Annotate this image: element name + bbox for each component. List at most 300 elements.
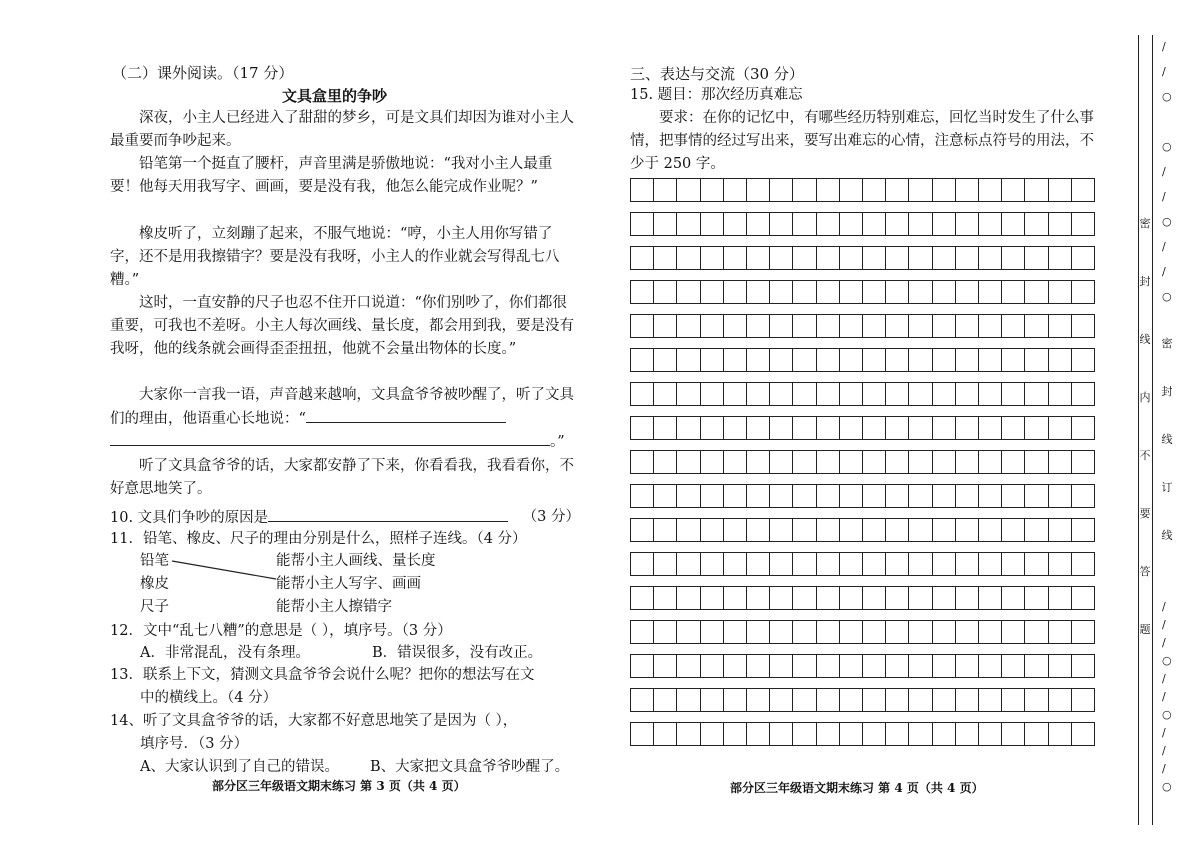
grid-cell[interactable] [979,519,1002,541]
grid-cell[interactable] [933,315,956,337]
grid-cell[interactable] [1025,587,1048,609]
grid-cell[interactable] [724,349,747,371]
grid-cell[interactable] [933,281,956,303]
grid-cell[interactable] [1025,519,1048,541]
grid-cell[interactable] [909,655,932,677]
grid-cell[interactable] [654,553,677,575]
grid-cell[interactable] [886,247,909,269]
grid-cell[interactable] [933,485,956,507]
grid-cell[interactable] [1072,417,1094,439]
grid-cell[interactable] [747,587,770,609]
grid-cell[interactable] [909,417,932,439]
grid-cell[interactable] [909,213,932,235]
grid-cell[interactable] [886,281,909,303]
grid-cell[interactable] [933,519,956,541]
grid-cell[interactable] [747,281,770,303]
grid-cell[interactable] [817,689,840,711]
answer-blank-q13b[interactable] [110,430,550,446]
grid-cell[interactable] [677,655,700,677]
grid-cell[interactable] [886,315,909,337]
grid-cell[interactable] [677,519,700,541]
grid-cell[interactable] [1072,689,1094,711]
grid-cell[interactable] [793,451,816,473]
grid-cell[interactable] [1049,179,1072,201]
grid-cell[interactable] [956,655,979,677]
grid-cell[interactable] [1072,281,1094,303]
grid-cell[interactable] [840,281,863,303]
grid-cell[interactable] [1072,519,1094,541]
grid-cell[interactable] [956,179,979,201]
grid-cell[interactable] [1002,621,1025,643]
grid-cell[interactable] [1002,485,1025,507]
grid-cell[interactable] [654,451,677,473]
grid-cell[interactable] [817,213,840,235]
grid-cell[interactable] [1049,383,1072,405]
grid-cell[interactable] [1025,179,1048,201]
grid-cell[interactable] [677,723,700,745]
grid-cell[interactable] [724,655,747,677]
grid-cell[interactable] [724,383,747,405]
grid-cell[interactable] [677,315,700,337]
grid-cell[interactable] [747,213,770,235]
grid-cell[interactable] [979,281,1002,303]
grid-cell[interactable] [631,383,654,405]
grid-cell[interactable] [979,349,1002,371]
grid-cell[interactable] [701,689,724,711]
grid-cell[interactable] [979,723,1002,745]
grid-cell[interactable] [840,451,863,473]
grid-cell[interactable] [863,281,886,303]
grid-cell[interactable] [817,281,840,303]
composition-grid[interactable] [630,178,1095,756]
grid-cell[interactable] [956,587,979,609]
grid-cell[interactable] [677,451,700,473]
grid-cell[interactable] [909,689,932,711]
grid-cell[interactable] [909,553,932,575]
grid-cell[interactable] [747,723,770,745]
grid-cell[interactable] [956,723,979,745]
grid-cell[interactable] [724,689,747,711]
grid-cell[interactable] [654,349,677,371]
grid-cell[interactable] [770,553,793,575]
grid-cell[interactable] [979,451,1002,473]
grid-cell[interactable] [631,689,654,711]
grid-cell[interactable] [770,213,793,235]
grid-cell[interactable] [793,689,816,711]
grid-cell[interactable] [979,383,1002,405]
grid-cell[interactable] [1025,451,1048,473]
grid-cell[interactable] [654,281,677,303]
grid-cell[interactable] [863,485,886,507]
grid-cell[interactable] [747,383,770,405]
grid-cell[interactable] [1072,213,1094,235]
grid-cell[interactable] [886,519,909,541]
grid-cell[interactable] [677,179,700,201]
grid-cell[interactable] [793,281,816,303]
grid-cell[interactable] [1025,655,1048,677]
grid-cell[interactable] [817,621,840,643]
grid-cell[interactable] [1049,213,1072,235]
grid-cell[interactable] [724,485,747,507]
grid-cell[interactable] [1049,315,1072,337]
grid-cell[interactable] [840,519,863,541]
grid-cell[interactable] [933,587,956,609]
grid-cell[interactable] [979,553,1002,575]
grid-cell[interactable] [933,621,956,643]
grid-cell[interactable] [886,655,909,677]
grid-cell[interactable] [677,553,700,575]
grid-cell[interactable] [1049,655,1072,677]
grid-cell[interactable] [1025,553,1048,575]
grid-cell[interactable] [724,315,747,337]
grid-cell[interactable] [770,621,793,643]
grid-cell[interactable] [840,349,863,371]
grid-cell[interactable] [1025,383,1048,405]
grid-cell[interactable] [863,451,886,473]
grid-cell[interactable] [654,247,677,269]
grid-cell[interactable] [793,655,816,677]
grid-cell[interactable] [979,587,1002,609]
grid-cell[interactable] [817,349,840,371]
grid-cell[interactable] [677,349,700,371]
grid-cell[interactable] [701,723,724,745]
grid-cell[interactable] [770,587,793,609]
grid-cell[interactable] [863,655,886,677]
grid-cell[interactable] [724,451,747,473]
grid-cell[interactable] [631,587,654,609]
grid-cell[interactable] [770,689,793,711]
grid-cell[interactable] [654,689,677,711]
grid-cell[interactable] [747,655,770,677]
grid-cell[interactable] [933,655,956,677]
grid-cell[interactable] [793,621,816,643]
grid-cell[interactable] [863,587,886,609]
grid-cell[interactable] [654,723,677,745]
grid-cell[interactable] [701,349,724,371]
grid-cell[interactable] [886,383,909,405]
grid-cell[interactable] [979,655,1002,677]
grid-cell[interactable] [1025,247,1048,269]
grid-cell[interactable] [654,213,677,235]
grid-cell[interactable] [747,689,770,711]
grid-cell[interactable] [1072,587,1094,609]
grid-cell[interactable] [817,519,840,541]
grid-cell[interactable] [631,417,654,439]
grid-cell[interactable] [863,689,886,711]
grid-cell[interactable] [863,553,886,575]
grid-cell[interactable] [933,179,956,201]
grid-cell[interactable] [770,451,793,473]
grid-cell[interactable] [886,553,909,575]
grid-cell[interactable] [677,383,700,405]
grid-cell[interactable] [724,723,747,745]
grid-cell[interactable] [817,587,840,609]
grid-cell[interactable] [793,179,816,201]
grid-cell[interactable] [631,451,654,473]
grid-cell[interactable] [631,655,654,677]
grid-cell[interactable] [631,179,654,201]
grid-cell[interactable] [956,485,979,507]
grid-cell[interactable] [909,485,932,507]
grid-cell[interactable] [886,451,909,473]
grid-cell[interactable] [817,417,840,439]
grid-cell[interactable] [747,179,770,201]
grid-cell[interactable] [631,349,654,371]
grid-cell[interactable] [724,281,747,303]
grid-cell[interactable] [1025,723,1048,745]
grid-cell[interactable] [701,213,724,235]
grid-cell[interactable] [793,383,816,405]
grid-cell[interactable] [886,213,909,235]
grid-cell[interactable] [747,451,770,473]
grid-cell[interactable] [840,383,863,405]
grid-cell[interactable] [1002,655,1025,677]
grid-cell[interactable] [979,485,1002,507]
grid-cell[interactable] [886,723,909,745]
grid-cell[interactable] [1072,723,1094,745]
answer-blank-q13a[interactable] [306,407,506,423]
grid-cell[interactable] [933,383,956,405]
answer-blank-q10[interactable] [268,506,508,522]
grid-cell[interactable] [793,213,816,235]
grid-cell[interactable] [747,315,770,337]
grid-cell[interactable] [1002,417,1025,439]
grid-cell[interactable] [817,655,840,677]
grid-cell[interactable] [979,417,1002,439]
grid-cell[interactable] [724,621,747,643]
grid-cell[interactable] [863,383,886,405]
grid-cell[interactable] [933,723,956,745]
grid-cell[interactable] [863,179,886,201]
grid-cell[interactable] [1025,485,1048,507]
grid-cell[interactable] [654,621,677,643]
grid-cell[interactable] [933,247,956,269]
grid-cell[interactable] [1072,485,1094,507]
grid-cell[interactable] [1002,383,1025,405]
grid-cell[interactable] [933,451,956,473]
grid-cell[interactable] [956,519,979,541]
grid-cell[interactable] [840,689,863,711]
grid-cell[interactable] [654,485,677,507]
grid-cell[interactable] [724,553,747,575]
grid-cell[interactable] [817,179,840,201]
grid-cell[interactable] [956,621,979,643]
grid-cell[interactable] [933,417,956,439]
grid-cell[interactable] [840,213,863,235]
grid-cell[interactable] [1072,247,1094,269]
grid-cell[interactable] [793,723,816,745]
grid-cell[interactable] [701,519,724,541]
grid-cell[interactable] [747,519,770,541]
grid-cell[interactable] [817,553,840,575]
grid-cell[interactable] [817,247,840,269]
grid-cell[interactable] [979,213,1002,235]
grid-cell[interactable] [1072,315,1094,337]
grid-cell[interactable] [631,485,654,507]
grid-cell[interactable] [1072,655,1094,677]
grid-cell[interactable] [631,519,654,541]
grid-cell[interactable] [631,281,654,303]
grid-cell[interactable] [654,383,677,405]
grid-cell[interactable] [701,485,724,507]
grid-cell[interactable] [747,247,770,269]
grid-cell[interactable] [863,519,886,541]
grid-cell[interactable] [1002,349,1025,371]
grid-cell[interactable] [863,315,886,337]
grid-cell[interactable] [1002,689,1025,711]
grid-cell[interactable] [793,417,816,439]
grid-cell[interactable] [840,179,863,201]
grid-cell[interactable] [747,553,770,575]
grid-cell[interactable] [909,587,932,609]
grid-cell[interactable] [1049,689,1072,711]
grid-cell[interactable] [956,451,979,473]
grid-cell[interactable] [817,451,840,473]
grid-cell[interactable] [1025,621,1048,643]
grid-cell[interactable] [701,281,724,303]
grid-cell[interactable] [793,315,816,337]
grid-cell[interactable] [817,723,840,745]
grid-cell[interactable] [770,417,793,439]
grid-cell[interactable] [677,247,700,269]
grid-cell[interactable] [677,621,700,643]
grid-cell[interactable] [863,723,886,745]
grid-cell[interactable] [1049,553,1072,575]
grid-cell[interactable] [770,485,793,507]
grid-cell[interactable] [747,621,770,643]
grid-cell[interactable] [886,417,909,439]
grid-cell[interactable] [979,179,1002,201]
grid-cell[interactable] [747,417,770,439]
grid-cell[interactable] [886,621,909,643]
grid-cell[interactable] [886,179,909,201]
grid-cell[interactable] [770,655,793,677]
grid-cell[interactable] [840,723,863,745]
grid-cell[interactable] [956,689,979,711]
grid-cell[interactable] [909,179,932,201]
grid-cell[interactable] [1072,349,1094,371]
grid-cell[interactable] [654,519,677,541]
grid-cell[interactable] [724,519,747,541]
grid-cell[interactable] [701,621,724,643]
grid-cell[interactable] [724,213,747,235]
grid-cell[interactable] [840,553,863,575]
grid-cell[interactable] [1025,689,1048,711]
grid-cell[interactable] [631,315,654,337]
grid-cell[interactable] [933,553,956,575]
grid-cell[interactable] [1049,621,1072,643]
grid-cell[interactable] [979,315,1002,337]
grid-cell[interactable] [770,349,793,371]
grid-cell[interactable] [933,213,956,235]
grid-cell[interactable] [1025,315,1048,337]
grid-cell[interactable] [956,553,979,575]
grid-cell[interactable] [1002,519,1025,541]
grid-cell[interactable] [701,553,724,575]
grid-cell[interactable] [840,655,863,677]
grid-cell[interactable] [933,349,956,371]
grid-cell[interactable] [956,247,979,269]
grid-cell[interactable] [863,417,886,439]
grid-cell[interactable] [1002,315,1025,337]
grid-cell[interactable] [793,247,816,269]
grid-cell[interactable] [631,213,654,235]
grid-cell[interactable] [654,179,677,201]
grid-cell[interactable] [770,519,793,541]
grid-cell[interactable] [793,587,816,609]
grid-cell[interactable] [677,485,700,507]
grid-cell[interactable] [1072,179,1094,201]
grid-cell[interactable] [770,315,793,337]
grid-cell[interactable] [863,247,886,269]
grid-cell[interactable] [909,383,932,405]
grid-cell[interactable] [701,587,724,609]
grid-cell[interactable] [909,247,932,269]
grid-cell[interactable] [770,723,793,745]
grid-cell[interactable] [817,485,840,507]
grid-cell[interactable] [1072,451,1094,473]
grid-cell[interactable] [817,383,840,405]
grid-cell[interactable] [1072,621,1094,643]
grid-cell[interactable] [654,417,677,439]
grid-cell[interactable] [793,553,816,575]
grid-cell[interactable] [840,417,863,439]
grid-cell[interactable] [956,213,979,235]
grid-cell[interactable] [631,247,654,269]
grid-cell[interactable] [701,655,724,677]
grid-cell[interactable] [701,315,724,337]
grid-cell[interactable] [1049,247,1072,269]
grid-cell[interactable] [909,349,932,371]
grid-cell[interactable] [1049,451,1072,473]
grid-cell[interactable] [909,519,932,541]
grid-cell[interactable] [724,247,747,269]
grid-cell[interactable] [654,587,677,609]
grid-cell[interactable] [1049,519,1072,541]
grid-cell[interactable] [909,281,932,303]
grid-cell[interactable] [770,179,793,201]
grid-cell[interactable] [770,383,793,405]
grid-cell[interactable] [701,179,724,201]
grid-cell[interactable] [956,315,979,337]
grid-cell[interactable] [747,349,770,371]
grid-cell[interactable] [933,689,956,711]
grid-cell[interactable] [1049,723,1072,745]
grid-cell[interactable] [956,281,979,303]
grid-cell[interactable] [979,689,1002,711]
grid-cell[interactable] [909,723,932,745]
grid-cell[interactable] [1025,349,1048,371]
grid-cell[interactable] [793,349,816,371]
grid-cell[interactable] [863,621,886,643]
grid-cell[interactable] [747,485,770,507]
grid-cell[interactable] [1025,417,1048,439]
grid-cell[interactable] [701,417,724,439]
grid-cell[interactable] [724,587,747,609]
grid-cell[interactable] [701,247,724,269]
grid-cell[interactable] [886,485,909,507]
grid-cell[interactable] [701,451,724,473]
grid-cell[interactable] [654,655,677,677]
grid-cell[interactable] [677,417,700,439]
grid-cell[interactable] [1002,281,1025,303]
grid-cell[interactable] [1072,383,1094,405]
grid-cell[interactable] [956,383,979,405]
grid-cell[interactable] [909,451,932,473]
grid-cell[interactable] [1049,417,1072,439]
grid-cell[interactable] [724,179,747,201]
grid-cell[interactable] [770,281,793,303]
